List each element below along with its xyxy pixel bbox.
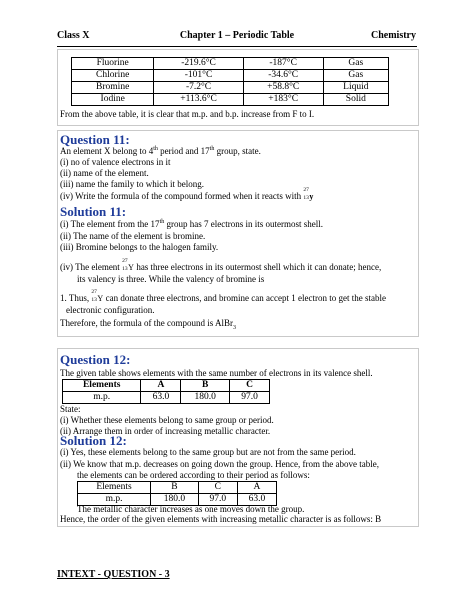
question-11-item-2: (ii) name of the element. xyxy=(60,168,149,178)
solution-12-table xyxy=(77,481,277,506)
table-row xyxy=(63,380,270,392)
table-cell: Solid xyxy=(323,94,388,106)
table-cell: A xyxy=(237,482,276,494)
solution-12-i: (i) Yes, these elements belong to the same group but are not from the same period. xyxy=(60,447,356,457)
question-12-title: Question 12: xyxy=(60,352,131,367)
solution-11-i: (i) The element from the 17th group has 7 electrons in its outermost shell. xyxy=(60,219,323,229)
question-11-item-1: (i) no of valence electrons in it xyxy=(60,157,171,167)
table-cell: Fluorine xyxy=(72,58,154,70)
table-cell: 63.0 xyxy=(141,392,181,404)
question-11-item-4: (iv) Write the formula of the compound formed when it reacts with 27 13 y xyxy=(60,187,314,202)
question-12-ii: (ii) Arrange them in order of increasing metallic character. xyxy=(60,426,271,436)
header-chapter: Chapter 1 – Periodic Table xyxy=(179,30,295,41)
solution-12-ii: (ii) We know that m.p. decreases on going down the group. Hence, from the above table, xyxy=(60,459,380,469)
table-cell: m.p. xyxy=(63,392,141,404)
table-cell: C xyxy=(230,380,270,392)
table-cell: 63.0 xyxy=(237,494,276,506)
header-rule xyxy=(57,46,417,47)
table-cell: -219.6°C xyxy=(154,58,243,70)
table-row xyxy=(72,82,389,94)
table-cell: B xyxy=(181,380,230,392)
solution-11-thus-cont: electronic configuration. xyxy=(66,305,155,315)
table-cell: Bromine xyxy=(72,82,154,94)
question-12-state: State: xyxy=(60,404,81,414)
solution-12-ii-cont: the elements can be ordered according to their period as follows: xyxy=(77,470,310,480)
table-cell: -187°C xyxy=(243,58,323,70)
table-cell: Gas xyxy=(323,70,388,82)
table-cell: -101°C xyxy=(154,70,243,82)
solution-12-metallic: The metallic character increases as one moves down the group. xyxy=(77,504,305,514)
solution-11-iii: (iii) Bromine belongs to the halogen family. xyxy=(60,242,219,252)
table-cell: +113.6°C xyxy=(154,94,243,106)
solution-11-iv: (iv) The element 27 13 Y has three electrons in its outermost shell which it can donate; hence, xyxy=(60,258,382,273)
table-cell: Elements xyxy=(78,482,151,494)
question-12-table xyxy=(62,379,270,404)
table-cell: B xyxy=(151,482,199,494)
table-cell: Gas xyxy=(323,58,388,70)
table-cell: Liquid xyxy=(323,82,388,94)
solution-11-ii: (ii) The name of the element is bromine. xyxy=(60,231,206,241)
table-cell: Elements xyxy=(63,380,141,392)
table-cell: +58.8°C xyxy=(243,82,323,94)
header-class: Class X xyxy=(57,30,90,41)
halogens-table xyxy=(71,57,389,106)
table-cell: +183°C xyxy=(243,94,323,106)
table-cell: C xyxy=(198,482,237,494)
solution-11-iv-cont: its valency is three. While the valency of bromine is xyxy=(77,274,265,284)
next-section-heading: INTEXT - QUESTION - 3 xyxy=(57,569,170,580)
table-cell: 97.0 xyxy=(198,494,237,506)
solution-12-title: Solution 12: xyxy=(60,433,127,448)
table-cell: m.p. xyxy=(78,494,151,506)
table-cell: 97.0 xyxy=(230,392,270,404)
header-subject: Chemistry xyxy=(371,30,416,41)
isotope-notation: 27 13 Y xyxy=(122,258,134,273)
table-cell: -7.2°C xyxy=(154,82,243,94)
halogens-note: From the above table, it is clear that m.p. and b.p. increase from F to I. xyxy=(60,109,315,119)
table-cell: A xyxy=(141,380,181,392)
isotope-notation: 27 13 y xyxy=(303,187,314,202)
table-cell: 180.0 xyxy=(151,494,199,506)
table-row xyxy=(78,482,277,494)
table-row xyxy=(72,70,389,82)
table-row xyxy=(63,392,270,404)
table-cell: Chlorine xyxy=(72,70,154,82)
table-cell: -34.6°C xyxy=(243,70,323,82)
question-12-intro: The given table shows elements with the same number of electrons in its valence shell. xyxy=(60,368,373,378)
solution-11-formula: Therefore, the formula of the compound is AlBr$_3$ xyxy=(60,318,236,331)
question-11-title: Question 11: xyxy=(60,132,130,147)
question-11-item-3: (iii) name the family to which it belong. xyxy=(60,179,204,189)
table-row xyxy=(72,58,389,70)
isotope-notation: 27 13 Y xyxy=(91,289,104,304)
table-cell: 180.0 xyxy=(181,392,230,404)
table-cell: Iodine xyxy=(72,94,154,106)
question-11-intro: An element X belong to 4th period and 17th group, state. xyxy=(60,146,261,156)
question-12-i: (i) Whether these elements belong to same group or period. xyxy=(60,415,274,425)
solution-11-thus: 1. Thus, 27 13 Y can donate three electrons, and bromine can accept 1 electron to get the stable xyxy=(60,289,386,304)
table-row xyxy=(72,94,389,106)
solution-11-title: Solution 11: xyxy=(60,204,127,219)
solution-12-conclusion: Hence, the order of the given elements with increasing metallic character is as follows: B xyxy=(60,514,382,524)
